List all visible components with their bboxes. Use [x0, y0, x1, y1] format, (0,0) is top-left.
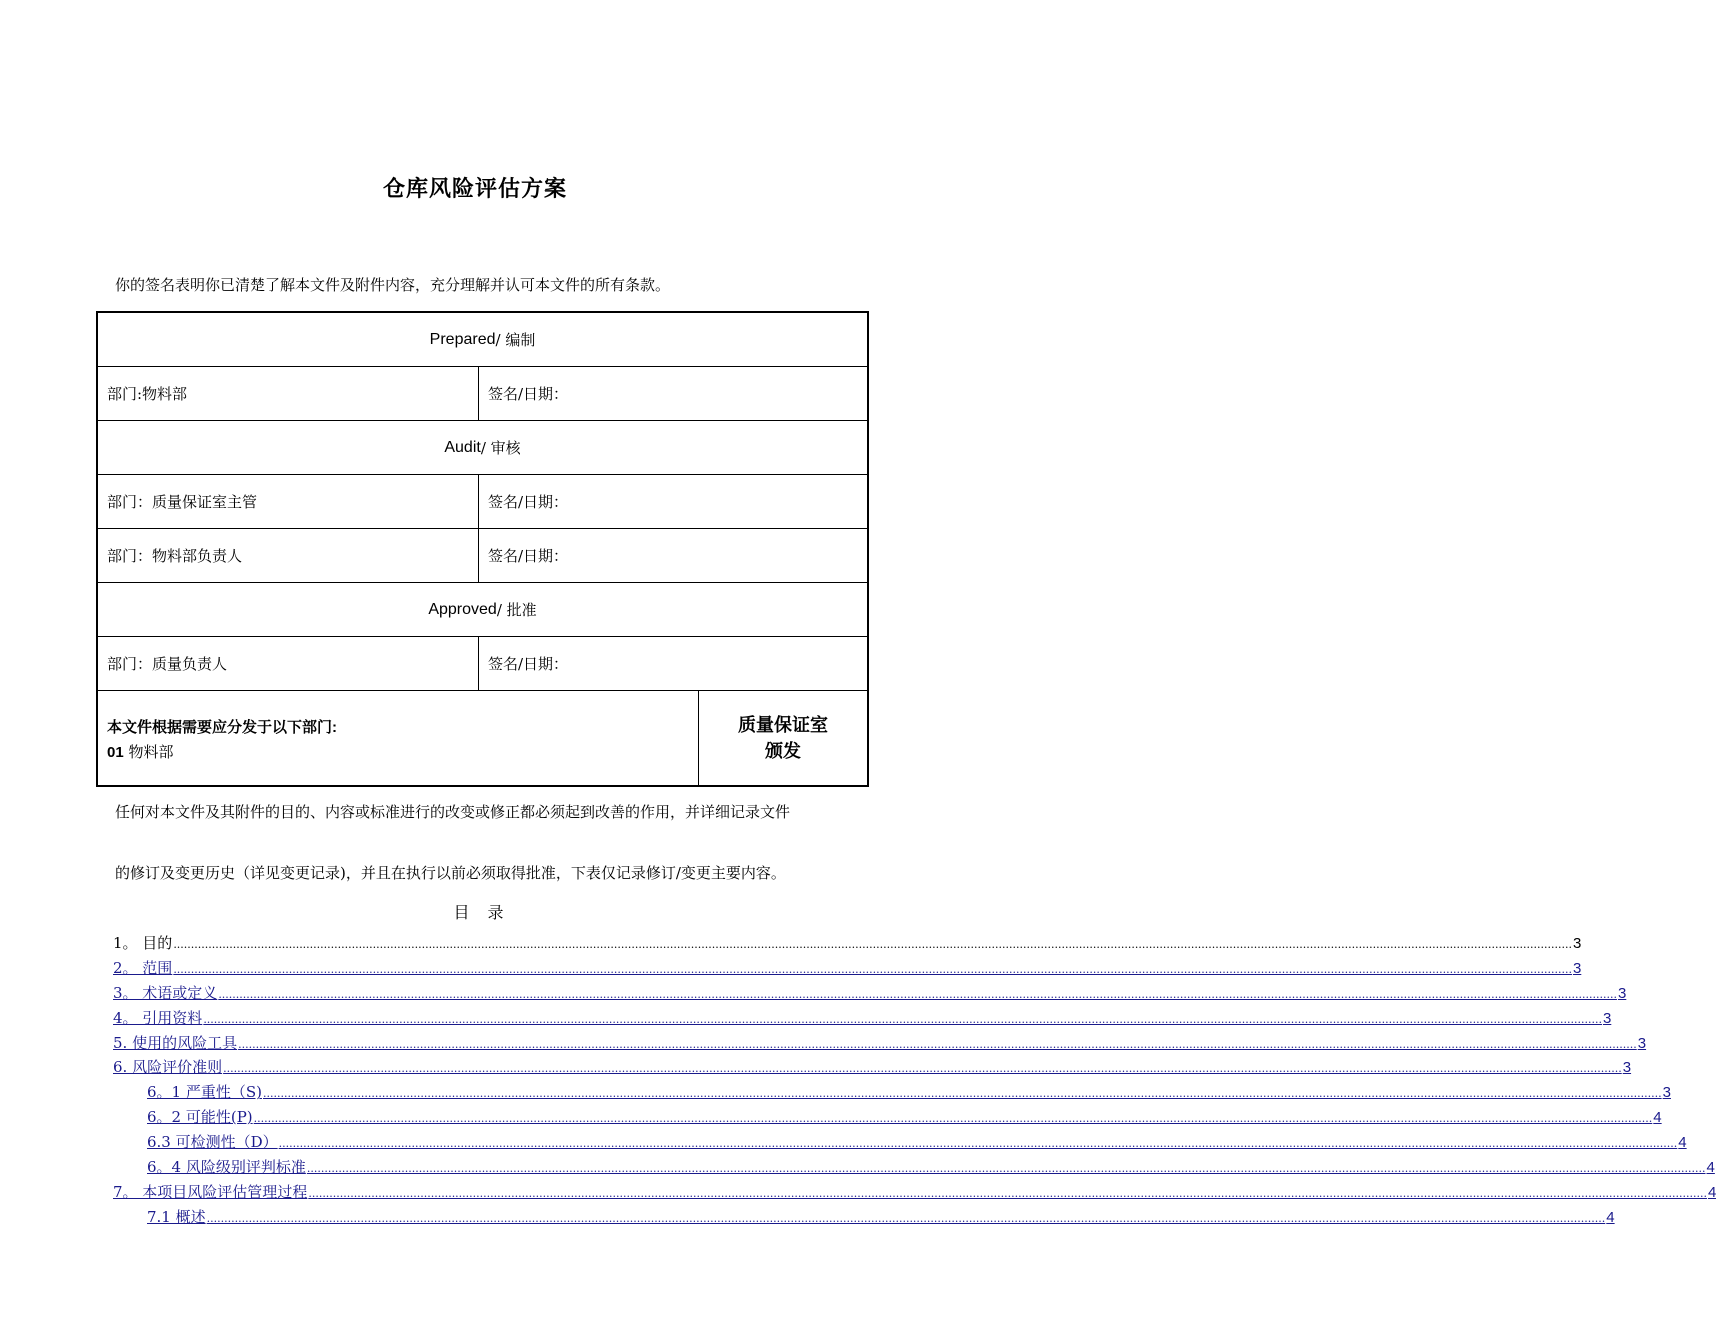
signature-statement: 你的签名表明你已清楚了解本文件及附件内容，充分理解并认可本文件的所有条款。 — [115, 276, 671, 294]
toc-item[interactable] — [113, 957, 1582, 982]
toc-leader: ................................................................................................................................................................................................................................................................................................................................................................................................................ — [253, 1112, 1653, 1126]
toc-subitem[interactable] — [113, 1106, 1662, 1131]
distribution-heading: 本文件根据需要应分发于以下部门: — [107, 719, 337, 736]
toc-subitem[interactable] — [113, 1156, 1715, 1181]
toc-item[interactable] — [113, 1181, 1716, 1206]
distribution-dept: 物料部 — [123, 743, 174, 761]
toc-item-page: 3 — [1662, 1084, 1671, 1102]
document-title: 仓库风险评估方案 — [382, 177, 567, 202]
approved-row — [98, 636, 867, 690]
toc-leader: ................................................................................................................................................................................................................................................................................................................................................................................................................ — [173, 938, 1572, 951]
toc-item[interactable] — [113, 982, 1627, 1007]
audit-label-en: Audit — [444, 438, 481, 456]
toc-item-page: 4 — [1606, 1208, 1615, 1226]
toc-item-page: 3 — [1622, 1059, 1632, 1077]
approved-signature-field[interactable]: 签名/日期： — [488, 655, 569, 673]
distribution-number: 01 — [107, 744, 124, 761]
distribution-row — [98, 690, 867, 785]
signature-table — [96, 311, 869, 787]
audit-label-cn: / 审核 — [480, 439, 521, 457]
audit-signature-field-1[interactable]: 签名/日期： — [488, 493, 569, 511]
toc-item[interactable] — [113, 1056, 1632, 1081]
issuer-cell — [699, 691, 867, 785]
toc-item-page: 3 — [1572, 959, 1582, 977]
audit-row-2 — [98, 528, 867, 582]
toc-item-label: 6.3 可检测性（D） — [147, 1133, 278, 1152]
toc-title: 目录 — [453, 903, 522, 922]
approved-label-cn: / 批准 — [496, 601, 537, 619]
toc-item[interactable] — [113, 932, 1582, 957]
table-of-contents — [113, 932, 1716, 1231]
audit-header-row — [98, 420, 867, 474]
toc-item-label: 7.1 概述 — [147, 1207, 206, 1226]
approved-dept: 部门：质量负责人 — [98, 637, 479, 690]
approved-label-en: Approved — [428, 600, 497, 618]
toc-item-label: 6. 风险评价准则 — [113, 1058, 223, 1077]
audit-row-1 — [98, 474, 867, 528]
toc-item-label: 1。 目的 — [113, 934, 173, 952]
toc-item-page: 4 — [1678, 1134, 1687, 1152]
prepared-row — [98, 366, 867, 420]
toc-item-page: 3 — [1602, 1009, 1612, 1027]
toc-item-page: 4 — [1653, 1109, 1662, 1127]
toc-item-label: 3。 术语或定义 — [113, 983, 218, 1002]
toc-item[interactable] — [113, 1032, 1647, 1057]
toc-item[interactable] — [113, 1007, 1612, 1032]
toc-leader: ................................................................................................................................................................................................................................................................................................................................................................................................................ — [173, 962, 1572, 976]
toc-item-page: 4 — [1707, 1183, 1716, 1201]
toc-item-page: 3 — [1572, 935, 1582, 952]
issuer-name: 质量保证室 — [738, 715, 828, 735]
revision-paragraph-1: 任何对本文件及其附件的目的、内容或标准进行的改变或修正都必须起到改善的作用，并详细记录文件 — [115, 803, 791, 821]
toc-leader: ................................................................................................................................................................................................................................................................................................................................................................................................................ — [218, 987, 1617, 1001]
distribution-item — [107, 740, 689, 765]
toc-item-page: 4 — [1706, 1159, 1715, 1177]
toc-item-page: 3 — [1617, 984, 1627, 1002]
issuer-action: 颁发 — [765, 741, 801, 761]
toc-leader: ................................................................................................................................................................................................................................................................................................................................................................................................................ — [278, 1137, 1678, 1151]
prepared-header-row — [98, 313, 867, 366]
toc-leader: ................................................................................................................................................................................................................................................................................................................................................................................................................ — [306, 1162, 1706, 1176]
revision-paragraph-2: 的修订及变更历史（详见变更记录)，并且在执行以前必须取得批准，下表仅记录修订/变更主要内容。 — [115, 864, 786, 882]
toc-leader: ................................................................................................................................................................................................................................................................................................................................................................................................................ — [206, 1211, 1606, 1225]
prepared-signature-field[interactable]: 签名/日期： — [488, 385, 569, 403]
prepared-label-cn: / 编制 — [495, 331, 536, 349]
audit-dept-1: 部门：质量保证室主管 — [98, 475, 479, 528]
toc-item-page: 3 — [1637, 1034, 1647, 1052]
prepared-dept: 部门:物料部 — [98, 367, 479, 420]
toc-item-label: 7。 本项目风险评估管理过程 — [113, 1182, 308, 1201]
prepared-label-en: Prepared — [429, 330, 496, 348]
toc-item-label: 6。4 风险级别评判标准 — [147, 1158, 306, 1177]
toc-leader: ................................................................................................................................................................................................................................................................................................................................................................................................................ — [262, 1087, 1662, 1101]
toc-item-label: 2。 范围 — [113, 958, 173, 977]
toc-leader: ................................................................................................................................................................................................................................................................................................................................................................................................................ — [223, 1062, 1622, 1076]
toc-subitem[interactable] — [113, 1081, 1671, 1106]
toc-item-label: 6。2 可能性(P) — [147, 1108, 253, 1127]
approved-header-row — [98, 582, 867, 636]
toc-item-label: 6。1 严重性（S) — [147, 1083, 262, 1102]
toc-item-label: 5. 使用的风险工具 — [113, 1033, 238, 1052]
audit-signature-field-2[interactable]: 签名/日期： — [488, 547, 569, 565]
distribution-cell — [98, 691, 699, 785]
toc-leader: ................................................................................................................................................................................................................................................................................................................................................................................................................ — [308, 1186, 1707, 1200]
toc-item-label: 4。 引用资料 — [113, 1008, 203, 1027]
toc-subitem[interactable] — [113, 1206, 1615, 1231]
audit-dept-2: 部门：物料部负责人 — [98, 529, 479, 582]
toc-subitem[interactable] — [113, 1131, 1687, 1156]
toc-leader: ................................................................................................................................................................................................................................................................................................................................................................................................................ — [238, 1037, 1637, 1051]
toc-leader: ................................................................................................................................................................................................................................................................................................................................................................................................................ — [203, 1012, 1602, 1026]
